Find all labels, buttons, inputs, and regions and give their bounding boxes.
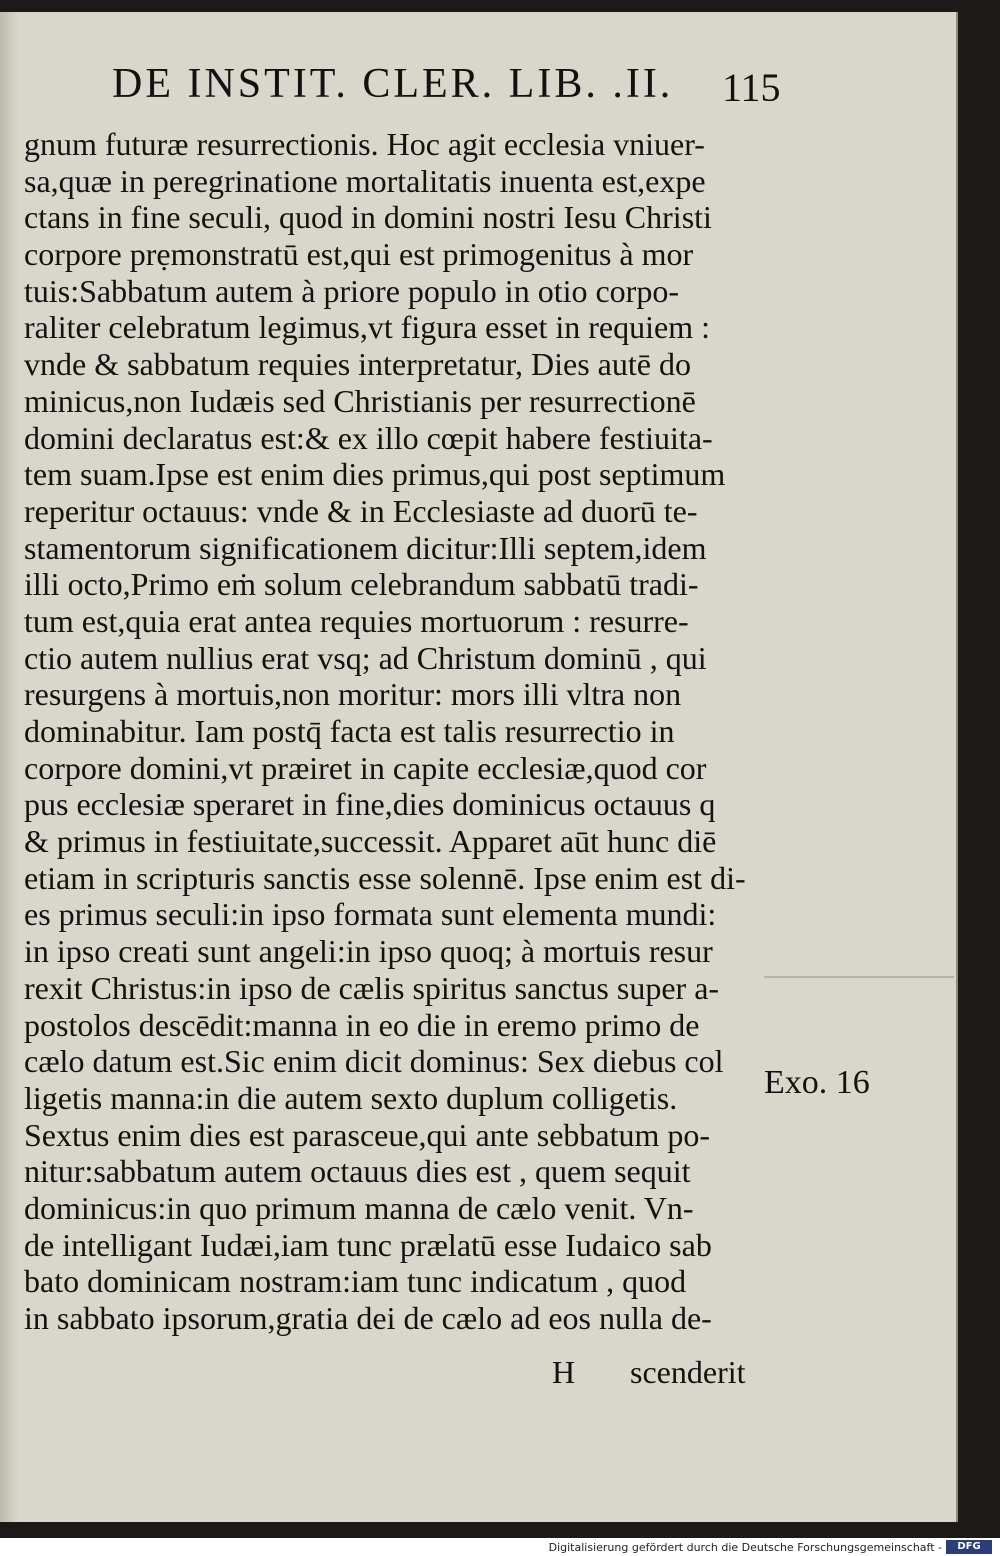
text-line: sa,quæ in peregrinatione mortalitatis inuenta est,expe bbox=[24, 162, 706, 199]
text-block bbox=[24, 126, 766, 1337]
book-page bbox=[0, 12, 958, 1522]
text-line: raliter celebratum legimus,vt figura esset in requiem : bbox=[24, 309, 710, 346]
text-line: pus ecclesiæ speraret in fine,dies dominicus octauus q bbox=[24, 786, 716, 823]
page-crease bbox=[764, 976, 954, 978]
text-line: ctio autem nullius erat vsq; ad Christum dominū , qui bbox=[24, 639, 707, 676]
text-line: corpore domini,vt præiret in capite ecclesiæ,quod cor bbox=[24, 749, 707, 786]
text-line: domini declaratus est:& ex illo cœpit habere festiuita- bbox=[24, 419, 713, 456]
text-line: de intelligant Iudæi,iam tunc prælatū esse Iudaico sab bbox=[24, 1226, 712, 1263]
text-line: Sextus enim dies est parasceue,qui ante sebbatum po- bbox=[24, 1116, 711, 1153]
text-line: nitur:sabbatum autem octauus dies est , quem sequit bbox=[24, 1153, 691, 1190]
text-line: & primus in festiuitate,successit. Apparet aūt hunc diē bbox=[24, 823, 717, 860]
text-line: es primus seculi:in ipso formata sunt elementa mundi: bbox=[24, 896, 717, 933]
running-head: DE INSTIT. CLER. LIB. .II. bbox=[112, 61, 674, 107]
text-line: vnde & sabbatum requies interpretatur, Dies autē do bbox=[24, 346, 691, 383]
text-line: dominabitur. Iam postq̄ facta est talis resurrectio in bbox=[24, 713, 675, 749]
funding-credit: Digitalisierung gefördert durch die Deutsche Forschungsgemeinschaft - bbox=[548, 1541, 942, 1554]
text-line: resurgens à mortuis,non moritur: mors illi vltra non bbox=[24, 676, 682, 713]
text-line: bato dominicam nostram:iam tunc indicatum , quod bbox=[24, 1263, 687, 1300]
text-line: reperitur octauus: vnde & in Ecclesiaste ad duorū te- bbox=[24, 492, 698, 529]
text-line: tum est,quia erat antea requies mortuorum : resurre- bbox=[24, 602, 689, 639]
text-line: stamentorum significationem dicitur:Illi septem,idem bbox=[24, 529, 707, 566]
text-line: minicus,non Iudæis sed Christianis per resurrectionē bbox=[24, 382, 696, 419]
margin-note: Exo. 16 bbox=[764, 1064, 870, 1101]
text-line: cælo datum est.Sic enim dicit dominus: Sex diebus col bbox=[24, 1043, 724, 1080]
text-line: tem suam.Ipse est enim dies primus,qui post septimum bbox=[24, 456, 726, 493]
text-line: illi octo,Primo eṁ solum celebrandum sabbatū tradi- bbox=[24, 566, 699, 603]
catchword: scenderit bbox=[630, 1354, 746, 1390]
page-number: 115 bbox=[722, 65, 781, 110]
signature-mark: H bbox=[552, 1354, 576, 1390]
text-line: etiam in scripturis sanctis esse solennē. Ipse enim est di- bbox=[24, 859, 746, 896]
text-line: in ipso creati sunt angeli:in ipso quoq; à mortuis resur bbox=[24, 933, 713, 970]
text-line: ligetis manna:in die autem sexto duplum colligetis. bbox=[24, 1079, 678, 1116]
text-line: tuis:Sabbatum autem à priore populo in otio corpo- bbox=[24, 272, 679, 309]
text-line: gnum futuræ resurrectionis. Hoc agit ecclesia vniuer- bbox=[24, 126, 705, 162]
text-line: postolos descēdit:manna in eo die in eremo primo de bbox=[24, 1006, 700, 1043]
text-line: ctans in fine seculi, quod in domini nostri Iesu Christi bbox=[24, 199, 712, 236]
text-line: rexit Christus:in ipso de cælis spiritus sanctus super a- bbox=[24, 969, 720, 1006]
text-line: in sabbato ipsorum,gratia dei de cælo ad eos nulla de- bbox=[24, 1300, 712, 1336]
text-line: corpore prẹmonstratū est,qui est primogenitus à mor bbox=[24, 236, 694, 273]
dfg-logo: DFG bbox=[946, 1540, 992, 1554]
text-line: dominicus:in quo primum manna de cælo venit. Vn- bbox=[24, 1189, 694, 1226]
